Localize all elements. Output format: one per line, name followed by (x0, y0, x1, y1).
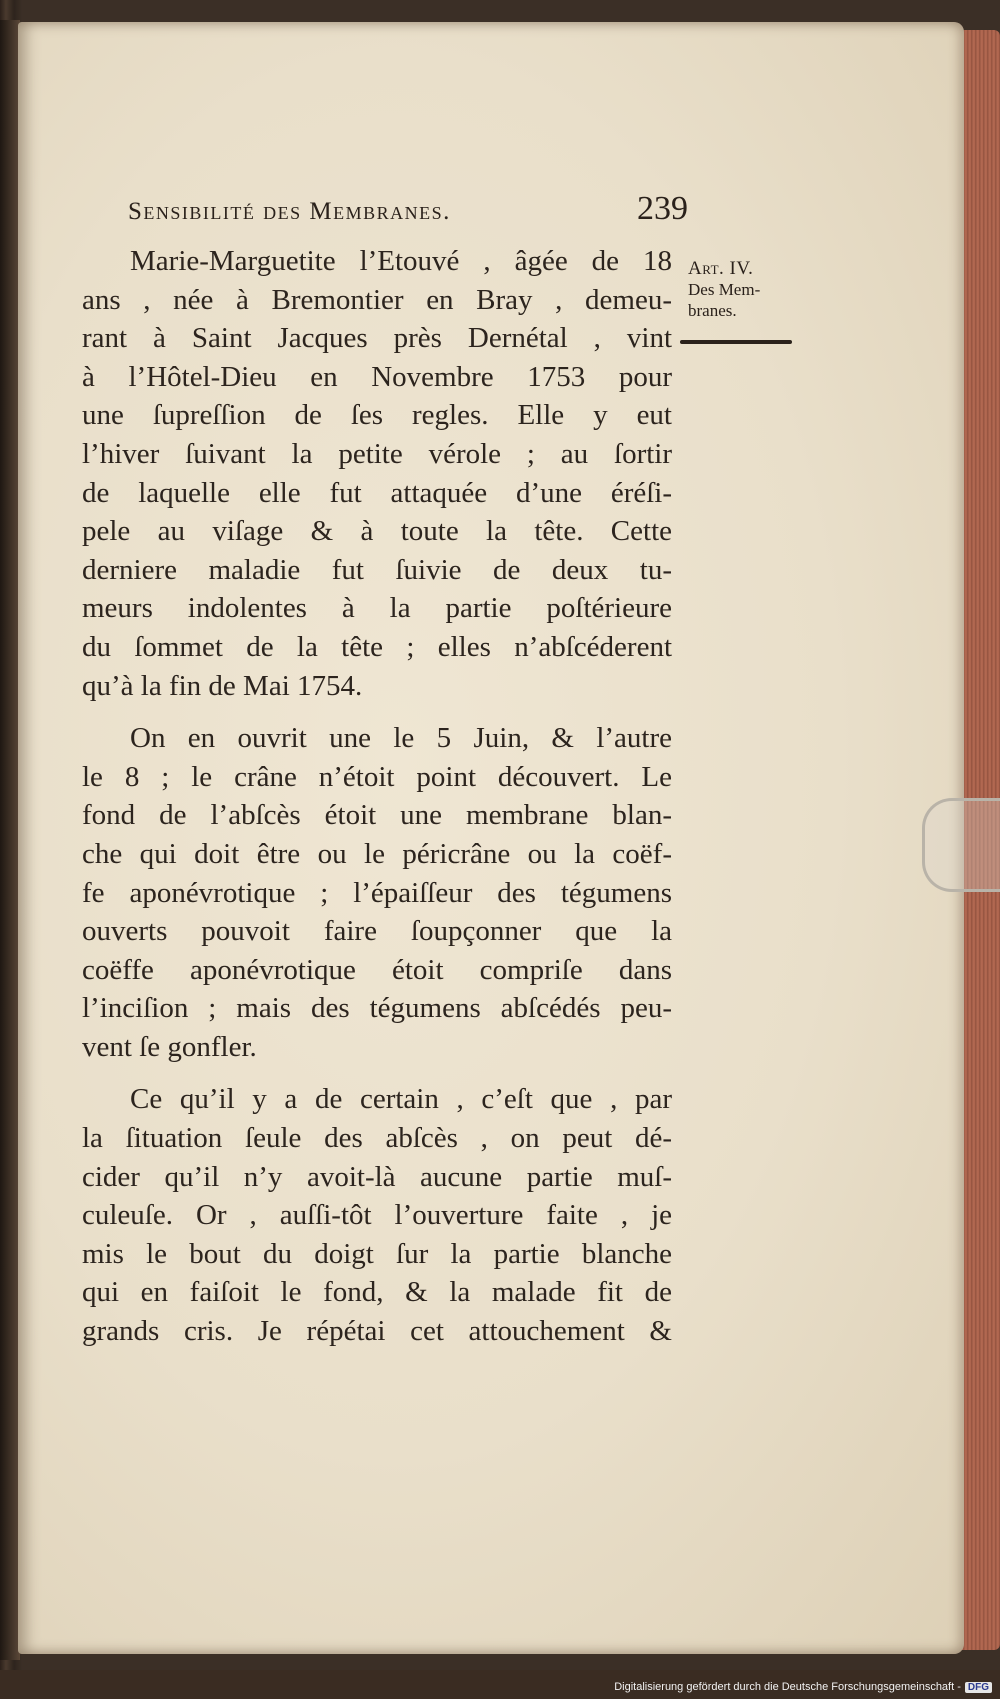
text-line: meurs indolentes à la partie poſtérieure (82, 592, 672, 625)
text-line: derniere maladie fut ſuivie de deux tu- (82, 553, 672, 586)
text-line: une ſupreſſion de ſes regles. Elle y eut (82, 399, 672, 432)
margin-note-article: Art. IV. (688, 258, 754, 279)
text-line: grands cris. Je répétai cet attouchement & (82, 1315, 672, 1348)
text-line: On en ouvrit une le 5 Juin, & l’autre (130, 722, 672, 755)
text-line: coëffe aponévrotique étoit compriſe dans (82, 953, 672, 986)
credit-text: Digitalisierung gefördert durch die Deutsche Forschungsgemeinschaft - (614, 1681, 961, 1693)
text-line: à l’Hôtel-Dieu en Novembre 1753 pour (82, 360, 672, 393)
book-gutter (0, 20, 20, 1660)
page-clip (922, 798, 1000, 892)
digitization-credit (614, 1681, 992, 1693)
running-head-title: Sensibilité des Membranes. (128, 198, 451, 225)
text-line: che qui doit être ou le péricrâne ou la coëf- (82, 837, 672, 870)
margin-note (688, 258, 798, 321)
text-line: qui en faiſoit le fond, & la malade fit de (82, 1276, 672, 1309)
text-line: Marie-Marguetite l’Etouvé , âgée de 18 (130, 245, 672, 277)
paragraph-1 (82, 242, 672, 705)
page-number: 239 (637, 190, 688, 227)
text-line: ans , née à Bremontier en Bray , demeu- (82, 283, 672, 316)
text-line: ouverts pouvoit faire ſoupçonner que la (82, 915, 672, 948)
running-head (128, 190, 688, 228)
text-line: cider qu’il n’y avoit-là aucune partie muſ- (82, 1160, 672, 1193)
margin-rule (680, 340, 792, 344)
text-line: du ſommet de la tête ; elles n’abſcéderent (82, 630, 672, 663)
text-line: Ce qu’il y a de certain , c’eſt que , par (130, 1083, 672, 1116)
text-line: fond de l’abſcès étoit une membrane blan- (82, 799, 672, 832)
text-line: vent ſe gonfler. (82, 1030, 257, 1063)
text-line: fe aponévrotique ; l’épaiſſeur des tégumens (82, 876, 672, 909)
text-line: l’hiver ſuivant la petite vérole ; au ſortir (82, 437, 672, 470)
text-line: le 8 ; le crâne n’étoit point découvert. Le (82, 760, 672, 793)
text-line: de laquelle elle fut attaquée d’une éréſi- (82, 476, 672, 509)
text-line: l’inciſion ; mais des tégumens abſcédés peu- (82, 992, 672, 1025)
text-line: qu’à la fin de Mai 1754. (82, 669, 363, 702)
text-line: la ſituation ſeule des abſcès , on peut dé- (82, 1122, 672, 1155)
margin-note-line-1: Des Mem- (688, 280, 761, 299)
dfg-logo: DFG (965, 1682, 992, 1693)
text-line: culeuſe. Or , auſſi-tôt l’ouverture faite , je (82, 1199, 672, 1232)
text-line: rant à Saint Jacques près Dernétal , vint (82, 322, 672, 355)
body-text (82, 242, 672, 1351)
text-line: pele au viſage & à toute la tête. Cette (82, 515, 672, 548)
paragraph-3 (82, 1080, 672, 1350)
paragraph-2 (82, 719, 672, 1066)
text-line: mis le bout du doigt ſur la partie blanche (82, 1237, 672, 1270)
margin-note-line-2: branes. (688, 301, 737, 320)
